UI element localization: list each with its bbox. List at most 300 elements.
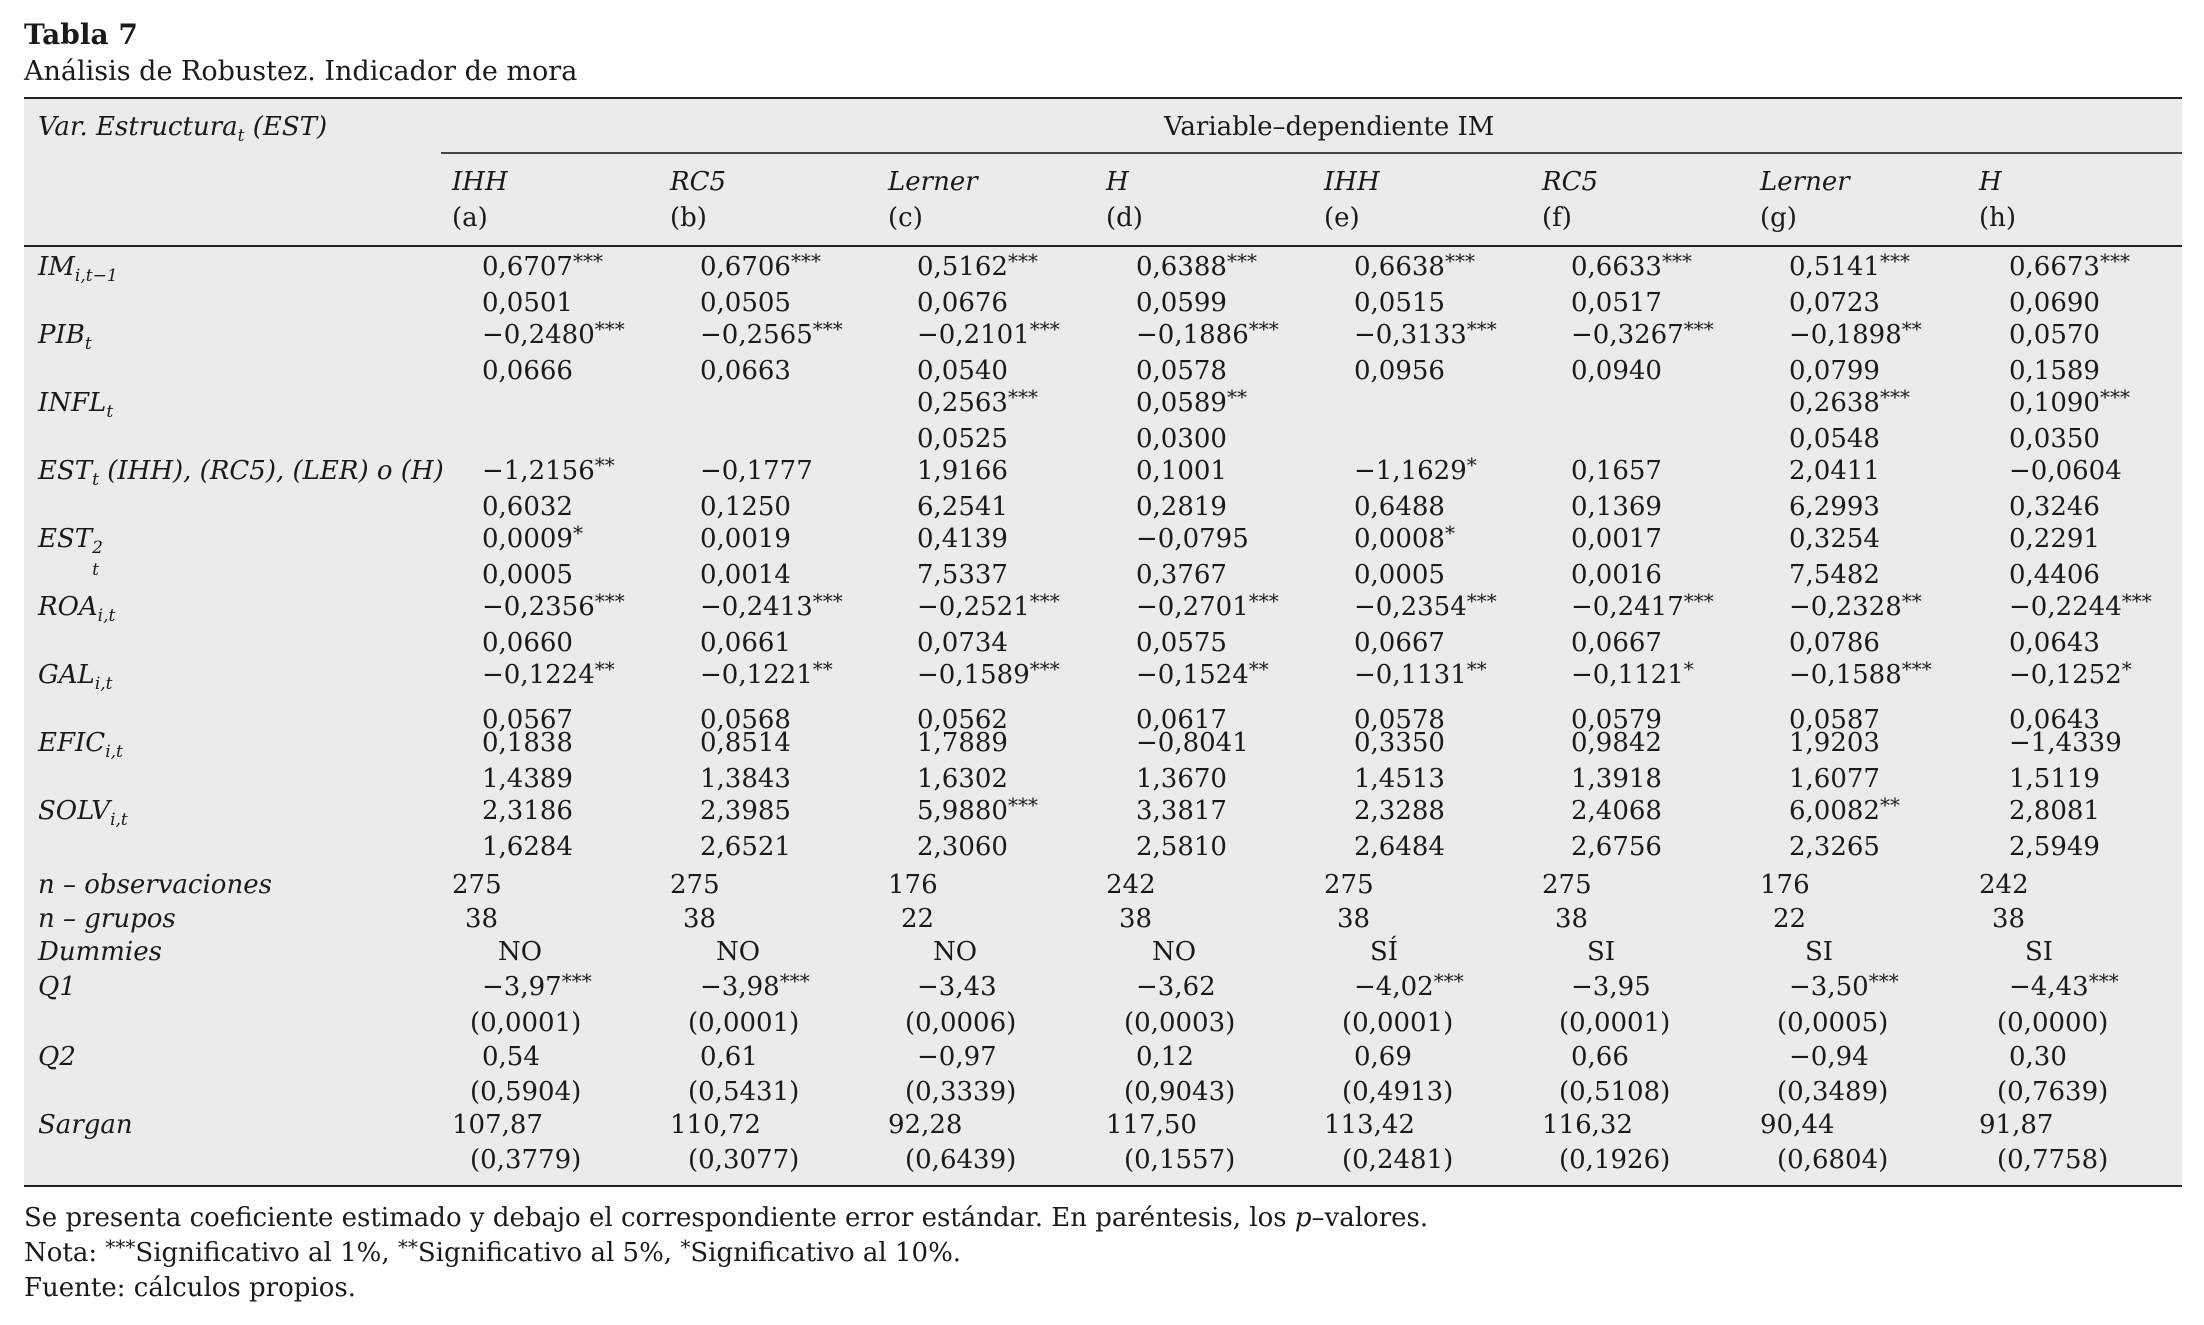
significance-stars: *** <box>1226 249 1257 273</box>
significance-stars: *** <box>1248 589 1279 613</box>
standard-error-cell: 0,0562 <box>917 705 1008 735</box>
coefficient-value: 0,1090 <box>2009 388 2100 418</box>
coefficient-cell: 0,54 <box>482 1042 540 1072</box>
coefficient-value: −0,2354 <box>1354 592 1467 622</box>
standard-error-cell: 0,0014 <box>700 560 791 590</box>
dummies-cell: NO <box>1152 937 1197 967</box>
standard-error-cell: 0,0666 <box>482 356 573 386</box>
row-label <box>38 592 116 627</box>
row-label <box>38 252 118 287</box>
coefficient-cell <box>482 657 615 691</box>
row-label-sub: i,t <box>105 742 123 763</box>
significance-stars: *** <box>1879 249 1910 273</box>
row-label-sub: t <box>92 560 99 580</box>
dummies-cell: SI <box>1805 937 1834 967</box>
standard-error-cell: 0,0578 <box>1136 356 1227 386</box>
coefficient-cell <box>1136 972 1216 1003</box>
significance-stars: * <box>1466 453 1477 477</box>
coefficient-value: 2,3288 <box>1354 796 1445 826</box>
sargan-cell: 116,32 <box>1542 1110 1633 1140</box>
coefficient-cell <box>1136 249 1257 283</box>
standard-error-cell: 0,0016 <box>1571 560 1662 590</box>
p-value-cell: (0,1557) <box>1124 1145 1236 1175</box>
coefficient-cell <box>482 796 573 827</box>
row-label-main: ROA <box>38 592 98 622</box>
significance-stars: *** <box>1029 317 1060 341</box>
standard-error-cell: 2,3060 <box>917 832 1008 862</box>
coefficient-value: −0,2565 <box>700 320 813 350</box>
significance-stars: *** <box>594 317 625 341</box>
p-value-cell: (0,0000) <box>1997 1008 2109 1038</box>
coefficient-cell <box>1354 657 1487 691</box>
coefficient-value: 0,6638 <box>1354 252 1445 282</box>
dummies-cell: NO <box>498 937 543 967</box>
stub-header: Var. Estructura$_t$ (EST) <box>38 112 328 147</box>
coefficient-value: 6,0082 <box>1789 796 1880 826</box>
standard-error-cell: 0,0617 <box>1136 705 1227 735</box>
significance-stars: *** <box>572 249 603 273</box>
coefficient-value: 0,6706 <box>700 252 791 282</box>
coefficient-cell <box>1789 657 1932 691</box>
coefficient-value: 0,4139 <box>917 524 1008 554</box>
significance-stars: *** <box>1901 657 1932 681</box>
note-line-3: Fuente: cálculos propios. <box>24 1273 356 1303</box>
coefficient-value: −0,1221 <box>700 660 813 690</box>
column-letter: (h) <box>1979 203 2017 233</box>
significance-stars: ** <box>1226 385 1247 409</box>
sargan-cell: 107,87 <box>452 1110 543 1140</box>
coefficient-cell <box>917 793 1038 827</box>
significance-stars: *** <box>1466 589 1497 613</box>
coefficient-cell <box>917 589 1060 623</box>
standard-error-cell: 0,0663 <box>700 356 791 386</box>
significance-stars: *** <box>594 589 625 613</box>
significance-stars: * <box>572 521 583 545</box>
standard-error-cell: 0,0599 <box>1136 288 1227 318</box>
row-label <box>38 728 123 763</box>
significance-stars: *** <box>1433 969 1464 993</box>
column-letter: (g) <box>1760 203 1797 233</box>
standard-error-cell: 0,0940 <box>1571 356 1662 386</box>
coefficient-cell: −0,97 <box>917 1042 997 1072</box>
coefficient-cell <box>1789 317 1922 351</box>
p-value-cell: (0,0001) <box>688 1008 800 1038</box>
coefficient-cell <box>482 453 615 487</box>
p-value-cell: (0,4913) <box>1342 1077 1454 1107</box>
significance-stars: *** <box>1683 317 1714 341</box>
coefficient-cell <box>1136 589 1279 623</box>
p-value-cell: (0,5431) <box>688 1077 800 1107</box>
row-label-sub: i,t <box>94 674 113 695</box>
coefficient-value: −0,1252 <box>2009 660 2122 690</box>
significance-stars: *** <box>1879 385 1910 409</box>
sargan-cell: 117,50 <box>1106 1110 1197 1140</box>
coefficient-cell <box>1789 589 1922 623</box>
coefficient-cell <box>700 249 821 283</box>
standard-error-cell: 0,1369 <box>1571 492 1662 522</box>
column-name: H <box>1979 167 2002 197</box>
standard-error-cell: 0,0540 <box>917 356 1008 386</box>
coefficient-cell <box>1789 385 1910 419</box>
observations-cell: 275 <box>1324 870 1374 900</box>
row-label <box>38 320 92 355</box>
row-label-main: SOLV <box>38 796 111 826</box>
p-value-cell: (0,6439) <box>905 1145 1017 1175</box>
row-label <box>38 388 114 423</box>
coefficient-value: −0,1898 <box>1789 320 1902 350</box>
coefficient-value: 2,3186 <box>482 796 573 826</box>
column-letter: (a) <box>452 203 488 233</box>
groups-cell: 38 <box>1555 904 1589 934</box>
coefficient-cell <box>1136 385 1247 419</box>
row-label-sub: t <box>106 402 114 423</box>
row-label-sup: 2 <box>92 538 103 558</box>
sargan-cell: 90,44 <box>1760 1110 1835 1140</box>
coefficient-value: 0,1657 <box>1571 456 1662 486</box>
coefficient-cell: −0,94 <box>1789 1042 1869 1072</box>
standard-error-cell: 1,3843 <box>700 764 791 794</box>
standard-error-cell: 2,6756 <box>1571 832 1662 862</box>
significance-stars: *** <box>1029 589 1060 613</box>
coefficient-cell <box>1354 589 1497 623</box>
coefficient-cell <box>2009 796 2100 827</box>
coefficient-value: −0,8041 <box>1136 728 1249 758</box>
row-label: Q2 <box>38 1042 76 1072</box>
standard-error-cell: 1,6302 <box>917 764 1008 794</box>
coefficient-value: 0,6633 <box>1571 252 1662 282</box>
standard-error-cell: 0,0690 <box>2009 288 2100 318</box>
significance-stars: *** <box>779 969 810 993</box>
standard-error-cell: 0,0676 <box>917 288 1008 318</box>
significance-stars: *** <box>1444 249 1475 273</box>
coefficient-cell <box>2009 589 2152 623</box>
coefficient-cell <box>1789 728 1880 759</box>
coefficient-cell <box>1354 796 1445 827</box>
standard-error-cell: 0,0579 <box>1571 705 1662 735</box>
dummies-cell: SÍ <box>1370 937 1399 967</box>
standard-error-cell: 1,6284 <box>482 832 573 862</box>
dummies-cell: SI <box>1587 937 1616 967</box>
coefficient-value: 0,0009 <box>482 524 573 554</box>
row-label: Sargan <box>38 1110 133 1140</box>
standard-error-cell: 0,6488 <box>1354 492 1445 522</box>
row-label: Dummies <box>38 937 162 967</box>
coefficient-value: 0,0008 <box>1354 524 1445 554</box>
coefficient-cell <box>1354 249 1475 283</box>
coefficient-value: 0,2291 <box>2009 524 2100 554</box>
standard-error-cell: 0,0501 <box>482 288 573 318</box>
significance-stars: *** <box>561 969 592 993</box>
coefficient-cell <box>917 524 1008 555</box>
coefficient-cell <box>2009 320 2100 351</box>
coefficient-value: 0,0019 <box>700 524 791 554</box>
observations-cell: 275 <box>452 870 502 900</box>
row-label <box>38 660 113 695</box>
p-value-cell: (0,3077) <box>688 1145 800 1175</box>
p-value-cell: (0,3489) <box>1777 1077 1889 1107</box>
groups-cell: 38 <box>465 904 499 934</box>
coefficient-value: −3,95 <box>1571 972 1651 1002</box>
coefficient-value: −3,62 <box>1136 972 1216 1002</box>
standard-error-cell: 0,0786 <box>1789 628 1880 658</box>
coefficient-cell: 0,66 <box>1571 1042 1629 1072</box>
standard-error-cell: 0,0799 <box>1789 356 1880 386</box>
standard-error-cell: 2,6521 <box>700 832 791 862</box>
coefficient-value: 0,6388 <box>1136 252 1227 282</box>
significance-stars: * <box>2121 657 2132 681</box>
row-label-main: IM <box>38 252 75 282</box>
significance-stars: *** <box>1007 793 1038 817</box>
observations-cell: 176 <box>888 870 938 900</box>
sargan-cell: 113,42 <box>1324 1110 1415 1140</box>
column-letter: (c) <box>888 203 923 233</box>
standard-error-cell: 0,1250 <box>700 492 791 522</box>
coefficient-value: −0,2101 <box>917 320 1030 350</box>
coefficient-value: −1,4339 <box>2009 728 2122 758</box>
row-label-main: EST <box>38 524 93 554</box>
coefficient-value: 0,5141 <box>1789 252 1880 282</box>
column-letter: (d) <box>1106 203 1143 233</box>
coefficient-value: 2,4068 <box>1571 796 1662 826</box>
coefficient-value: −0,2480 <box>482 320 595 350</box>
column-letter: (f) <box>1542 203 1572 233</box>
coefficient-cell <box>917 249 1038 283</box>
coefficient-value: −1,1629 <box>1354 456 1467 486</box>
coefficient-cell <box>2009 456 2122 487</box>
coefficient-value: −4,02 <box>1354 972 1434 1002</box>
coefficient-cell <box>482 589 625 623</box>
row-label: n – observaciones <box>38 870 272 900</box>
significance-stars: * <box>1444 521 1455 545</box>
coefficient-value: −4,43 <box>2009 972 2089 1002</box>
coefficient-value: 0,6673 <box>2009 252 2100 282</box>
column-name: RC5 <box>670 167 727 197</box>
standard-error-cell: 7,5337 <box>917 560 1008 590</box>
coefficient-cell <box>482 728 573 759</box>
column-name: IHH <box>1324 167 1380 197</box>
coefficient-cell: 0,30 <box>2009 1042 2067 1072</box>
p-value-cell: (0,7758) <box>1997 1145 2109 1175</box>
column-letter: (e) <box>1324 203 1360 233</box>
coefficient-cell <box>2009 524 2100 555</box>
column-letter: (b) <box>670 203 707 233</box>
standard-error-cell: 0,0568 <box>700 705 791 735</box>
significance-stars: * <box>1683 657 1694 681</box>
standard-error-cell: 0,0517 <box>1571 288 1662 318</box>
coefficient-cell <box>917 456 1008 487</box>
observations-cell: 242 <box>1979 870 2029 900</box>
standard-error-cell: 0,3767 <box>1136 560 1227 590</box>
coefficient-cell <box>1354 728 1445 759</box>
coefficient-cell <box>482 521 583 555</box>
coefficient-cell <box>1571 657 1694 691</box>
row-label: n – grupos <box>38 904 176 934</box>
observations-cell: 176 <box>1760 870 1810 900</box>
coefficient-cell <box>2009 969 2119 1003</box>
table-subtitle: Análisis de Robustez. Indicador de mora <box>24 56 578 87</box>
standard-error-cell: 0,0667 <box>1354 628 1445 658</box>
coefficient-cell <box>700 657 833 691</box>
coefficient-cell <box>917 728 1008 759</box>
coefficient-value: 2,3985 <box>700 796 791 826</box>
significance-stars: *** <box>2088 969 2119 993</box>
p-value-cell: (0,5108) <box>1559 1077 1671 1107</box>
coefficient-value: −0,1589 <box>917 660 1030 690</box>
standard-error-cell: 0,0005 <box>1354 560 1445 590</box>
standard-error-cell: 0,0515 <box>1354 288 1445 318</box>
p-value-cell: (0,0005) <box>1777 1008 1889 1038</box>
groups-cell: 38 <box>683 904 717 934</box>
dummies-cell: NO <box>716 937 761 967</box>
coefficient-cell <box>917 657 1060 691</box>
coefficient-value: 2,8081 <box>2009 796 2100 826</box>
coefficient-cell: 0,12 <box>1136 1042 1194 1072</box>
coefficient-value: −0,0795 <box>1136 524 1249 554</box>
significance-stars: *** <box>1248 317 1279 341</box>
row-label-main: GAL <box>38 660 95 690</box>
column-name: H <box>1106 167 1129 197</box>
standard-error-cell: 0,2819 <box>1136 492 1227 522</box>
standard-error-cell: 0,0578 <box>1354 705 1445 735</box>
row-label-sub: i,t <box>97 606 116 627</box>
row-label-sub: i,t−1 <box>74 266 118 287</box>
coefficient-cell <box>1571 317 1714 351</box>
dummies-cell: NO <box>933 937 978 967</box>
coefficient-value: −0,1121 <box>1571 660 1684 690</box>
coefficient-cell <box>1789 969 1899 1003</box>
coefficient-value: −0,2417 <box>1571 592 1684 622</box>
significance-stars: *** <box>1466 317 1497 341</box>
coefficient-cell <box>1354 453 1477 487</box>
coefficient-value: 0,2638 <box>1789 388 1880 418</box>
observations-cell: 242 <box>1106 870 1156 900</box>
coefficient-value: 1,9203 <box>1789 728 1880 758</box>
coefficient-cell <box>2009 657 2132 691</box>
groups-cell: 38 <box>1992 904 2026 934</box>
coefficient-cell <box>700 969 810 1003</box>
coefficient-cell <box>1571 589 1714 623</box>
coefficient-cell <box>482 317 625 351</box>
coefficient-value: −0,2356 <box>482 592 595 622</box>
standard-error-cell: 1,4389 <box>482 764 573 794</box>
row-label-main: INFL <box>38 388 107 418</box>
standard-error-cell: 0,4406 <box>2009 560 2100 590</box>
row-label: Q1 <box>38 972 76 1002</box>
coefficient-value: −0,1224 <box>482 660 595 690</box>
coefficient-value: −0,1524 <box>1136 660 1249 690</box>
significance-stars: ** <box>594 453 615 477</box>
coefficient-cell <box>700 524 791 555</box>
coefficient-cell <box>1571 249 1692 283</box>
row-label <box>38 456 444 491</box>
coefficient-value: −0,2328 <box>1789 592 1902 622</box>
coefficient-value: 0,2563 <box>917 388 1008 418</box>
significance-stars: ** <box>1901 589 1922 613</box>
coefficient-cell <box>1136 456 1227 487</box>
coefficient-cell <box>917 317 1060 351</box>
sargan-cell: 91,87 <box>1979 1110 2054 1140</box>
observations-cell: 275 <box>1542 870 1592 900</box>
coefficient-cell <box>1354 521 1455 555</box>
standard-error-cell: 1,6077 <box>1789 764 1880 794</box>
coefficient-value: 0,3254 <box>1789 524 1880 554</box>
standard-error-cell: 0,0643 <box>2009 628 2100 658</box>
coefficient-value: −0,2244 <box>2009 592 2122 622</box>
coefficient-cell <box>1136 317 1279 351</box>
groups-cell: 22 <box>1773 904 1807 934</box>
coefficient-value: 0,6707 <box>482 252 573 282</box>
coefficient-value: 0,1838 <box>482 728 573 758</box>
coefficient-value: 0,0589 <box>1136 388 1227 418</box>
coefficient-value: −0,1588 <box>1789 660 1902 690</box>
significance-stars: *** <box>812 317 843 341</box>
p-value-cell: (0,0001) <box>1559 1008 1671 1038</box>
standard-error-cell: 0,0734 <box>917 628 1008 658</box>
spanner-header: Variable–dependiente IM <box>1164 112 1495 142</box>
coefficient-cell <box>700 317 843 351</box>
standard-error-cell: 1,5119 <box>2009 764 2100 794</box>
significance-stars: *** <box>1868 969 1899 993</box>
row-label-main: EFIC <box>38 728 106 758</box>
dummies-cell: SI <box>2025 937 2054 967</box>
coefficient-cell <box>1136 524 1249 555</box>
coefficient-cell <box>1571 972 1651 1003</box>
standard-error-cell: 2,6484 <box>1354 832 1445 862</box>
significance-stars: *** <box>2121 589 2152 613</box>
standard-error-cell: 2,5810 <box>1136 832 1227 862</box>
note-line-1: Se presenta coeficiente estimado y debajo el correspondiente error estándar. En paréntesis, los p–valores. <box>24 1203 1429 1233</box>
p-value-cell: (0,0003) <box>1124 1008 1236 1038</box>
coefficient-value: 0,8514 <box>700 728 791 758</box>
coefficient-cell <box>1571 456 1662 487</box>
coefficient-value: 5,9880 <box>917 796 1008 826</box>
column-name: Lerner <box>888 167 978 197</box>
p-value-cell: (0,5904) <box>470 1077 582 1107</box>
p-value-cell: (0,3339) <box>905 1077 1017 1107</box>
note-line-2: Nota: ***Significativo al 1%, **Significativo al 5%, *Significativo al 10%. <box>24 1235 962 1268</box>
significance-stars: *** <box>1029 657 1060 681</box>
coefficient-value: −0,0604 <box>2009 456 2122 486</box>
coefficient-cell <box>1789 524 1880 555</box>
row-label <box>38 796 128 831</box>
coefficient-cell <box>2009 728 2122 759</box>
standard-error-cell: 0,0956 <box>1354 356 1445 386</box>
coefficient-value: −3,98 <box>700 972 780 1002</box>
p-value-cell: (0,6804) <box>1777 1145 1889 1175</box>
coefficient-value: 0,1001 <box>1136 456 1227 486</box>
coefficient-cell <box>2009 249 2130 283</box>
standard-error-cell: 1,3918 <box>1571 764 1662 794</box>
coefficient-cell <box>917 972 997 1003</box>
p-value-cell: (0,9043) <box>1124 1077 1236 1107</box>
coefficient-cell: 0,61 <box>700 1042 758 1072</box>
coefficient-cell <box>1136 796 1227 827</box>
significance-stars: ** <box>1248 657 1269 681</box>
p-value-cell: (0,1926) <box>1559 1145 1671 1175</box>
coefficient-value: 0,0017 <box>1571 524 1662 554</box>
groups-cell: 38 <box>1337 904 1371 934</box>
significance-stars: *** <box>1661 249 1692 273</box>
standard-error-cell: 0,0723 <box>1789 288 1880 318</box>
coefficient-value: 1,9166 <box>917 456 1008 486</box>
bottom-rule <box>24 1185 2182 1187</box>
standard-error-cell: 0,0525 <box>917 424 1008 454</box>
coefficient-value: 3,3817 <box>1136 796 1227 826</box>
column-name: Lerner <box>1760 167 1850 197</box>
header-rule <box>24 245 2182 247</box>
significance-stars: ** <box>1901 317 1922 341</box>
p-value-cell: (0,7639) <box>1997 1077 2109 1107</box>
